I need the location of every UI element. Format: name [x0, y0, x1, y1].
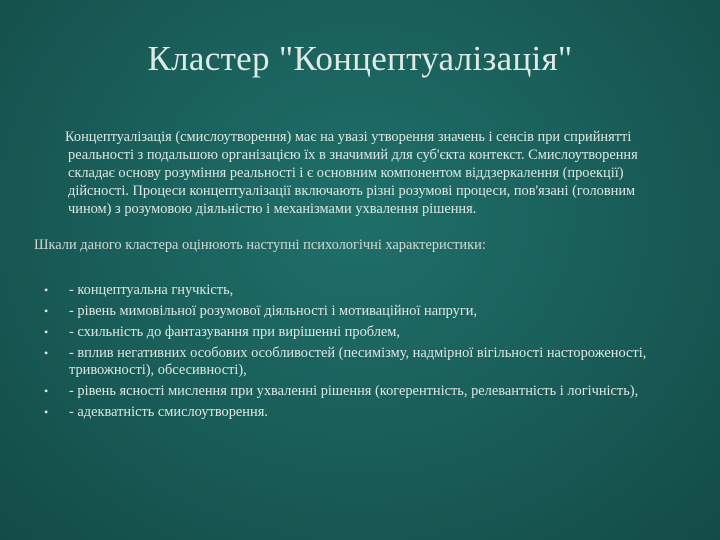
bullet-icon: • [44, 346, 49, 360]
intro-paragraph: Концептуалізація (смислоутворення) має на увазі утворення значень і сенсів при сприйнятті реальності з подальшою організацією їх в значимий для суб'єкта контекст. Смислоутворення складає основу розуміння реальності і є основним компонентом віддзеркалення (проекції) дійсності. Процеси концептуалізації включають різні розумові процеси, пов'язані (головним чином) з розумовою діяльністю і механізмами ухвалення рішення. [65, 129, 638, 217]
characteristics-list [44, 282, 684, 425]
list-item-text: - рівень мимовільної розумової діяльності і мотиваційної напруги, [69, 303, 478, 319]
list-item-text: - концептуальна гнучкість, [69, 282, 234, 298]
list-item [44, 383, 684, 400]
list-item-text: - схильність до фантазування при вирішенні проблем, [69, 324, 401, 340]
bullet-icon: • [44, 304, 49, 318]
list-item-text: - адекватність смислоутворення. [69, 404, 268, 420]
list-item [44, 324, 684, 341]
list-item [44, 282, 684, 299]
bullet-icon: • [44, 405, 49, 419]
scale-intro: Шкали даного кластера оцінюють наступні психологічні характеристики: [34, 237, 486, 253]
slide-title: Кластер "Концептуалізація" [147, 39, 573, 78]
list-item [44, 345, 684, 379]
list-item-text: - вплив негативних особових особливостей (песимізму, надмірної вігільності настороженості, тривожності), обсесивності), [69, 345, 647, 378]
list-item [44, 404, 684, 421]
list-item [44, 303, 684, 320]
bullet-icon: • [44, 384, 49, 398]
bullet-icon: • [44, 325, 49, 339]
list-item-text: - рівень ясності мислення при ухваленні рішення (когерентність, релевантність і логічність), [69, 383, 639, 399]
bullet-icon: • [44, 283, 49, 297]
